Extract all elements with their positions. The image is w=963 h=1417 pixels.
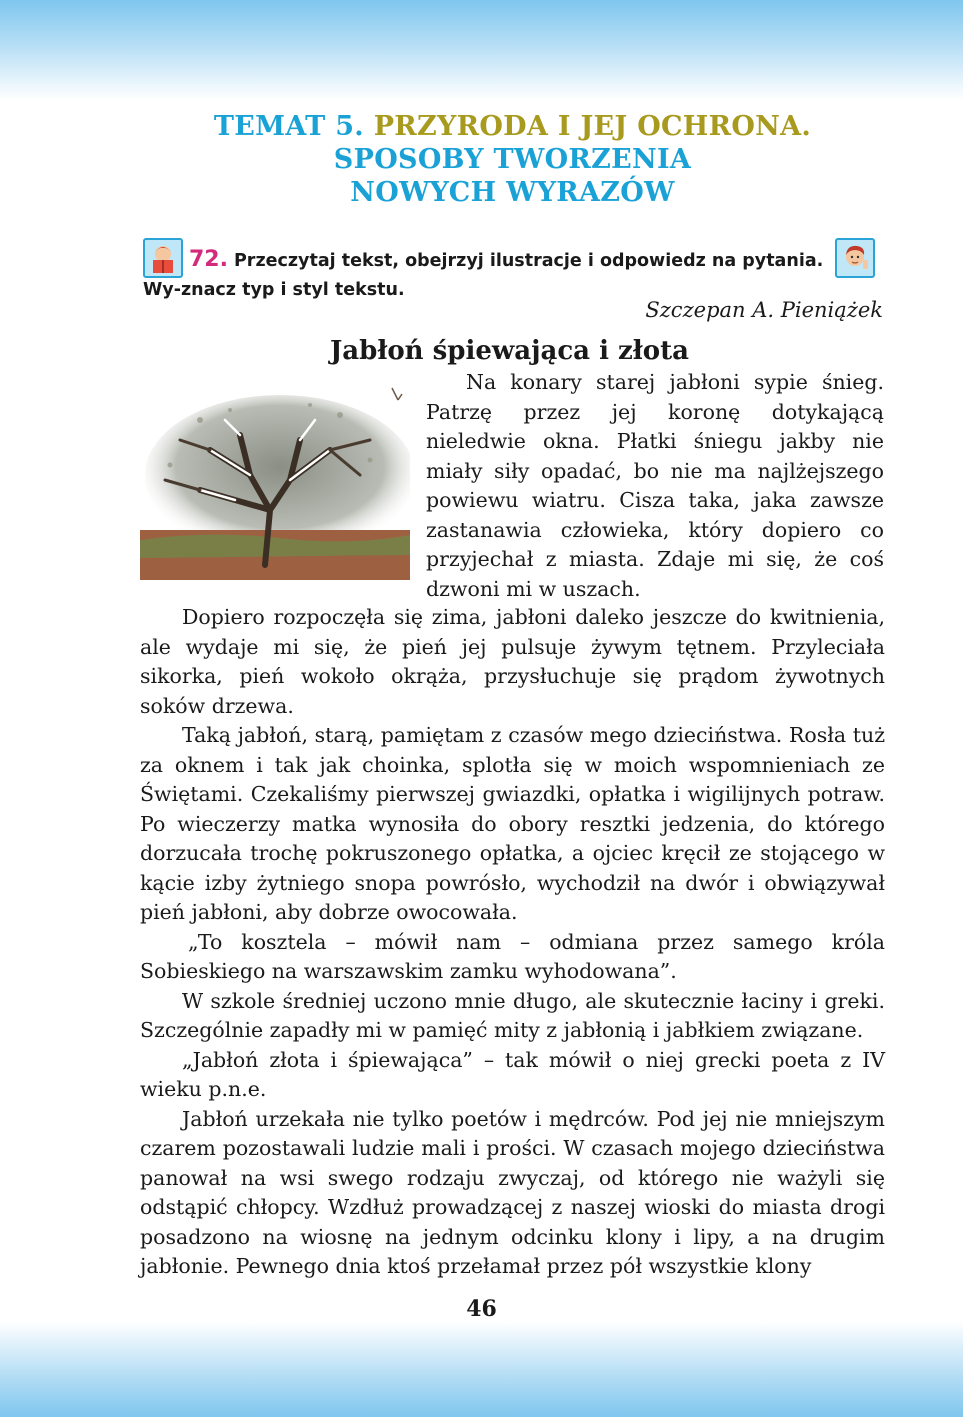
task-text-part2: Wy-znacz typ i styl tekstu. [143, 280, 405, 300]
story-paragraph: „Jabłoń złota i śpiewająca” – tak mówił o niej grecki poeta z IV wieku p.n.e. [140, 1047, 885, 1101]
topic-title-line2: SPOSOBY TWORZENIA [333, 144, 692, 175]
task-number: 72. [189, 247, 228, 272]
snowy-apple-tree-photo [140, 380, 410, 580]
story-paragraph: „To kosztela – mówił nam – odmiana przez samego króla Sobieskiego na warszawskim zamku wyhodowana”. [140, 929, 885, 983]
child-reading-icon [143, 238, 183, 278]
story-author: Szczepan A. Pieniążek [645, 298, 883, 322]
child-thinking-icon [835, 238, 875, 278]
task-text-part1: Przeczytaj tekst, obejrzyj ilustracje i odpowiedz na pytania. [233, 251, 824, 271]
story-intro-paragraph: Na konary starej jabłoni sypie śnieg. Patrzę przez jej koronę dotykającą nieledwie okna. Płatki śniegu jakby nie miały siły opadać, bo nie ma najlżejszego powiewu wiatru. Cisza taka, jaka zawsze zastanawia człowieka, który dopiero co przyjechał z miasta. Zdaje mi się, że coś dzwoni mi w uszach. [426, 370, 884, 601]
story-intro-wrap [426, 368, 884, 604]
story-paragraph: Taką jabłoń, starą, pamiętam z czasów mego dzieciństwa. Rosła tuż za oknem i tak jak choinka, splotła się w moich wspomnieniach ze Świętami. Czekaliśmy pierwszej gwiazdki, opłatka i wigilijnych potraw. Po wieczerzy matka wynosiła do obory resztki jedzenia, do którego dorzucała trochę pokruszonego opłatka, a ojciec kręcił ze stojącego w kącie izby żytniego snopa powrósło, wychodził na dwór i obwiązywał pień jabłoni, aby dobrze owocowała. [140, 723, 885, 924]
story-paragraph: Dopiero rozpoczęła się zima, jabłoni daleko jeszcze do kwitnienia, ale wydaje mi się, że pień jej pulsuje żywym tętnem. Przyleciała sikorka, pień wokoło okrąża, przysłuchuje się prądom żywotnych soków drzewa. [140, 605, 885, 718]
story-paragraph: Jabłoń urzekała nie tylko poetów i mędrców. Pod jej nie mniejszym czarem pozostawali ludzie mali i prości. W czasach mojego dzieciństwa panował na wsi swego rodzaju zwyczaj, od którego nie ważyli się odstąpić chłopcy. Wzdłuż prowadzącej z naszej wioski do miasta drogi posadzono na wiosnę na jednym odcinku klony i lipy, a na drugim jabłonie. Pewnego dnia ktoś przełamał przez pół wszystkie klony [140, 1106, 885, 1278]
topic-name: PRZYRODA I JEJ OCHRONA. [373, 111, 812, 142]
story-paragraph: W szkole średniej uczono mnie długo, ale skutecznie łaciny i greki. Szczególnie zapadły mi w pamięć mity z jabłonią i jabłkiem związane. [140, 988, 885, 1042]
page-number: 46 [466, 1296, 497, 1322]
topic-title-line1 [140, 110, 885, 143]
task-instruction [143, 238, 888, 303]
top-decorative-band [0, 0, 963, 100]
bottom-decorative-band [0, 1322, 963, 1417]
story-body [140, 603, 885, 1282]
story-title: Jabłoń śpiewająca i złota [330, 336, 689, 366]
topic-title-line3: NOWYCH WYRAZÓW [350, 177, 675, 208]
topic-number: TEMAT 5. [213, 111, 364, 142]
